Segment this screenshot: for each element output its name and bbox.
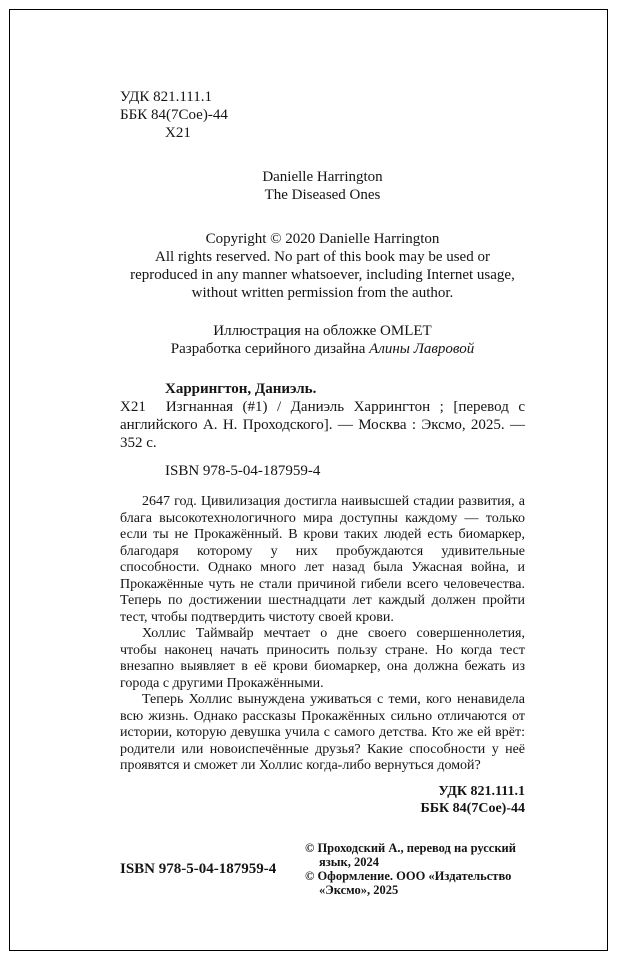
annotation-block: [120, 494, 525, 775]
copyright-block: [120, 230, 525, 302]
bottom-codes-block: [120, 783, 525, 817]
bbk-code-top: ББК 84(7Сое)-44: [120, 107, 228, 123]
bib-author-sign: Х21: [120, 399, 146, 415]
author-sign-top: Х21: [165, 125, 191, 141]
original-title: The Diseased Ones: [264, 187, 381, 203]
annotation-paragraph-3: Теперь Холлис вынуждена уживаться с теми, кого ненавидела всю жизнь. Однако рассказы Прокажённых сильно отличаются от истории, которую девушка учила с самого детства. Кто же ей врёт: родители или новоиспечённые друзья? Какие способности у неё проявятся и сможет ли Холлис когда-либо вернуться домой?: [120, 692, 525, 773]
annotation-paragraph-2: Холлис Таймвайр мечтает о дне своего совершеннолетия, чтобы наконец начать приносить пользу стране. Но когда тест внезапно выявляет в её крови биомаркер, она должна бежать из города с другими Прокажёнными.: [120, 626, 525, 691]
original-author: Danielle Harrington: [262, 169, 383, 185]
bib-entry: [120, 398, 525, 452]
series-design-credit-prefix: Разработка серийного дизайна: [170, 341, 370, 357]
bbk-code-bottom: ББК 84(7Сое)-44: [420, 800, 525, 816]
bibliographic-block: [120, 380, 525, 480]
isbn-line: ISBN 978-5-04-187959-4: [165, 463, 321, 479]
udk-code-top: УДК 821.111.1: [120, 89, 212, 105]
cover-illustration-credit: Иллюстрация на обложке OMLET: [213, 323, 432, 339]
copyright-notice: All rights reserved. No part of this book may be used or reproduced in any manner whatsoever, including Internet usage, without written permission from the author.: [130, 249, 515, 301]
isbn-bottom: ISBN 978-5-04-187959-4: [120, 860, 277, 877]
credits-block: [120, 322, 525, 358]
translation-copyright: © Проходский А., перевод на русский язык, 2024: [305, 840, 516, 869]
original-title-block: [120, 168, 525, 204]
annotation-paragraph-1: 2647 год. Цивилизация достигла наивысшей стадии развития, а блага высокотехнологичного мира доступны каждому — только если ты не Прокажённый. В крови таких людей есть биомаркер, благодаря которому у них пробуждаются удивительные способности. Однако много лет назад была Ужасная война, и Прокажённые чуть не стали причиной гибели всего человечества. Теперь по достижении шестнадцати лет каждый должен пройти тест, чтобы подтвердить чистоту своей крови.: [120, 494, 525, 625]
bib-author: Харрингтон, Даниэль.: [165, 381, 317, 397]
top-codes-block: [120, 88, 525, 142]
series-design-credit: [120, 340, 525, 358]
series-design-credit-name: Алины Лавровой: [369, 341, 475, 357]
copyright-entries: [305, 841, 525, 897]
bottom-row: [120, 841, 525, 897]
publisher-copyright: © Оформление. ООО «Издательство «Эксмо», 2025: [305, 868, 512, 897]
bib-entry-text: Изгнанная (#1) / Даниэль Харрингтон ; [перевод с английского А. Н. Проходского]. — Москва : Эксмо, 2025. — 352 с.: [120, 399, 525, 451]
copyright-line: Copyright © 2020 Danielle Harrington: [205, 231, 440, 247]
page-content: [120, 88, 525, 897]
udk-code-bottom: УДК 821.111.1: [438, 783, 525, 799]
